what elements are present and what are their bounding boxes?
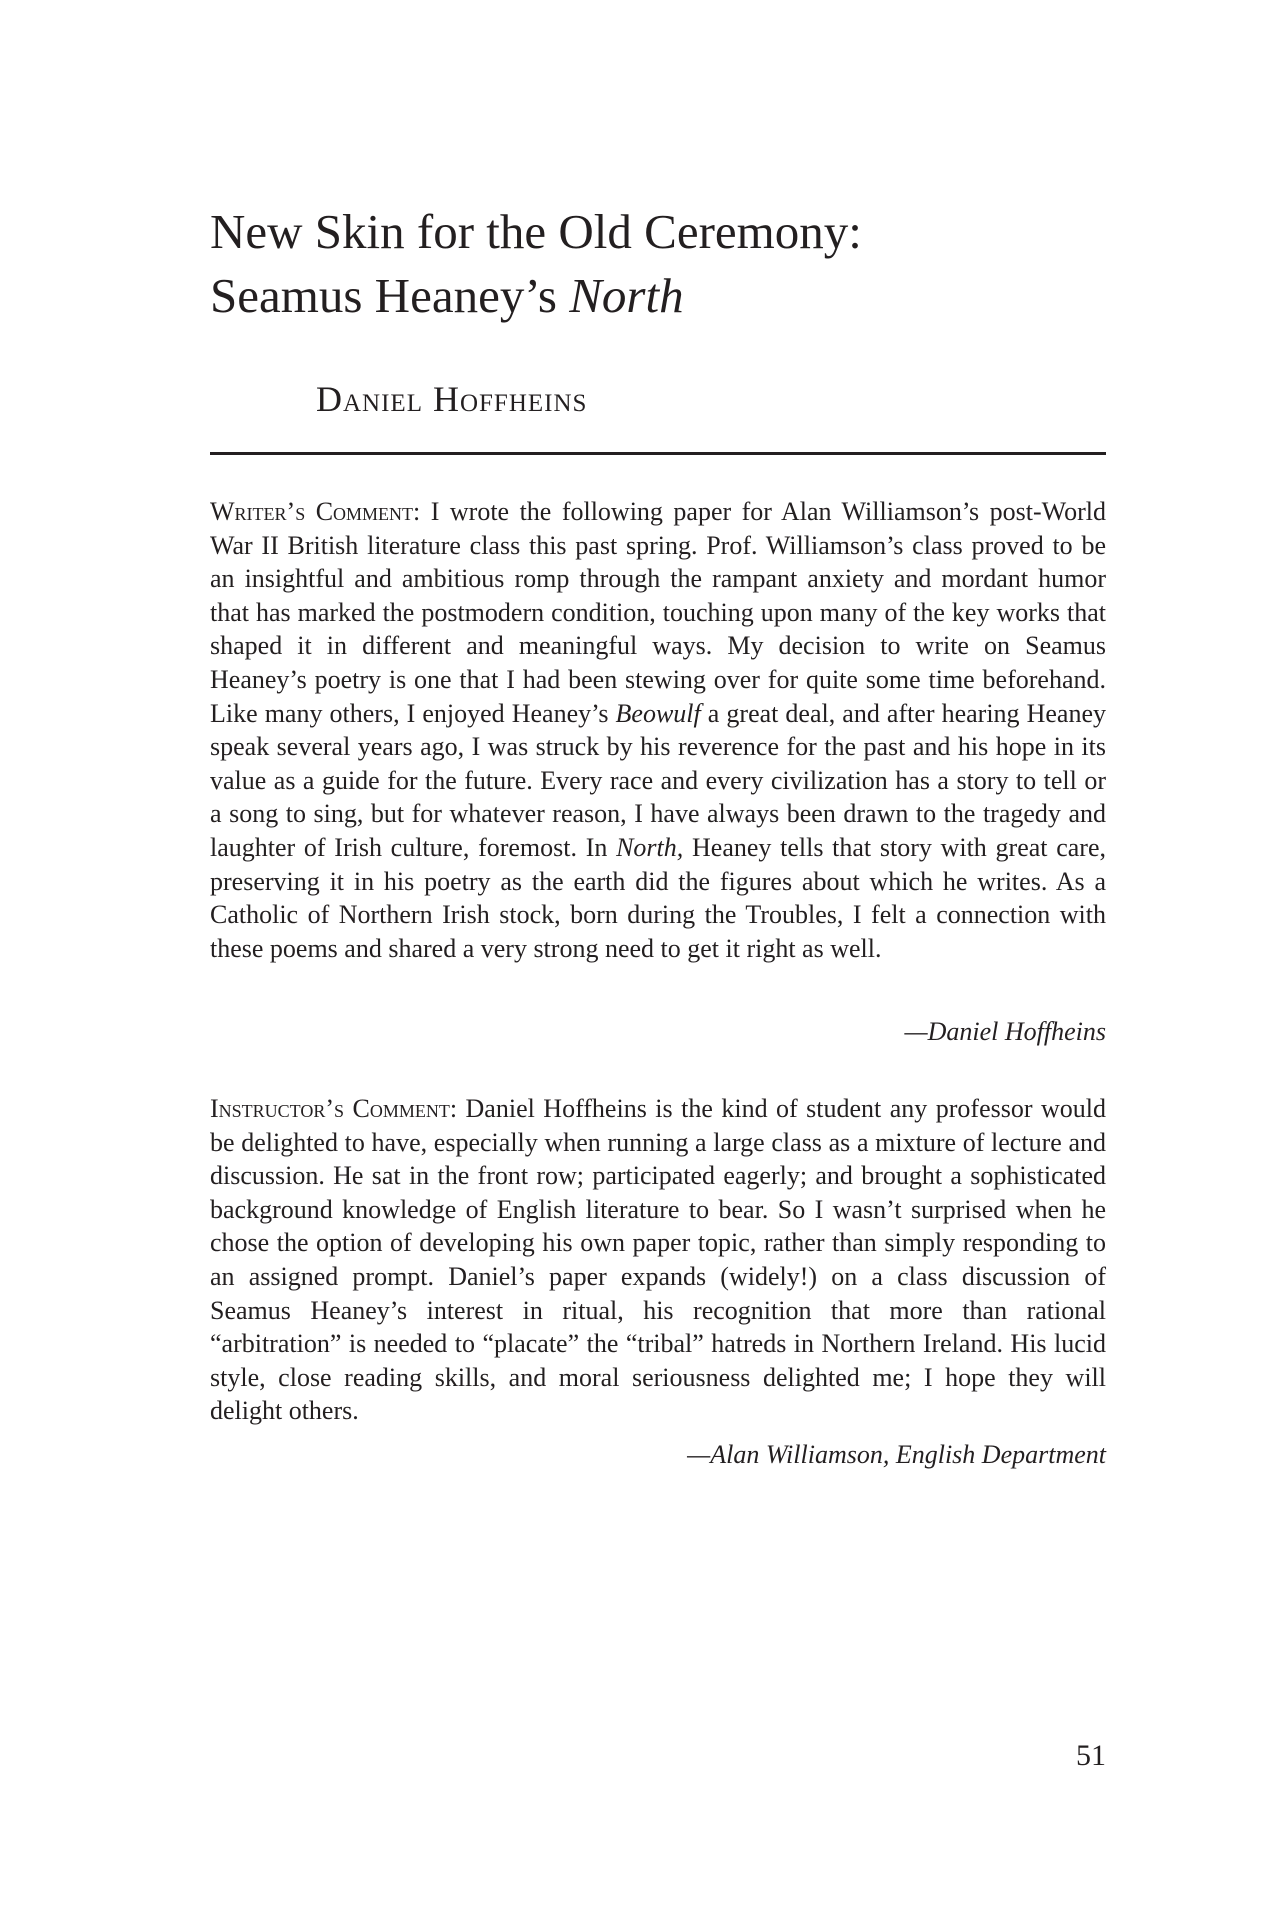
writer-comment-text-1: I wrote the following paper for Alan Williamson’s post-World War II British literature class this past spring. Prof. Williamson’s class proved to be an insightful and ambitious romp through the rampant anxiety and mordant humor that has marked the postmodern condition, touching upon many of the key works that shaped it in different and meaningful ways. My decision to write on Seamus Heaney’s poetry is one that I had been stewing over for quite some time beforehand. Like many others, I enjoyed Heaney’s	[210, 497, 1106, 728]
writer-comment-text-3: Heaney tells that story with great care, preserving it in his poetry as the earth did the figures about which he writes. As a Catholic of Northern Irish stock, born during the Troubles, I felt a connection with these poems and shared a very strong need to get it right as well.	[210, 832, 1106, 963]
title-divider	[210, 452, 1106, 455]
title-line-2	[210, 264, 1110, 328]
writer-comment-heading: Writer’s Comment:	[210, 497, 421, 526]
page-number: 51	[1076, 1739, 1106, 1772]
instructor-comment-heading: Instructor’s Comment:	[210, 1094, 458, 1123]
author-name: Daniel Hoffheins	[316, 379, 588, 419]
instructor-comment-text: Daniel Hoffheins is the kind of student any professor would be delighted to have, especially when running a large class as a mixture of lecture and discussion. He sat in the front row; participated eagerly; and brought a sophisticated background knowledge of English literature to bear. So I wasn’t surprised when he chose the option of developing his own paper topic, rather than simply responding to an assigned prompt. Daniel’s paper expands (widely!) on a class discussion of Seamus Heaney’s interest in ritual, his recognition that more than rational “arbitration” is needed to “placate” the “tribal” hatreds in Northern Ireland. His lucid style, close reading skills, and moral seriousness delighted me; I hope they will delight others.	[210, 1094, 1106, 1426]
writer-signature: —Daniel Hoffheins	[904, 1017, 1106, 1046]
article-title	[210, 200, 1110, 328]
title-italic-north: North	[569, 268, 684, 323]
writer-comment-italic-north: North,	[616, 832, 684, 862]
instructor-comment	[210, 1092, 1106, 1428]
writer-comment-text-2: a great deal, and after hearing Heaney speak several years ago, I was struck by his reverence for the past and his hope in its value as a guide for the future. Every race and every civilization has a story to tell or a song to sing, but for whatever reason, I have always been drawn to the tragedy and laughter of Irish culture, foremost. In	[210, 698, 1107, 862]
title-line-2-text: Seamus Heaney’s	[210, 268, 570, 323]
writer-comment-italic-beowulf: Beowulf	[615, 698, 701, 728]
instructor-signature: —Alan Williamson, English Department	[687, 1440, 1106, 1469]
title-line-1: New Skin for the Old Ceremony:	[210, 204, 862, 259]
writer-comment	[210, 495, 1106, 965]
